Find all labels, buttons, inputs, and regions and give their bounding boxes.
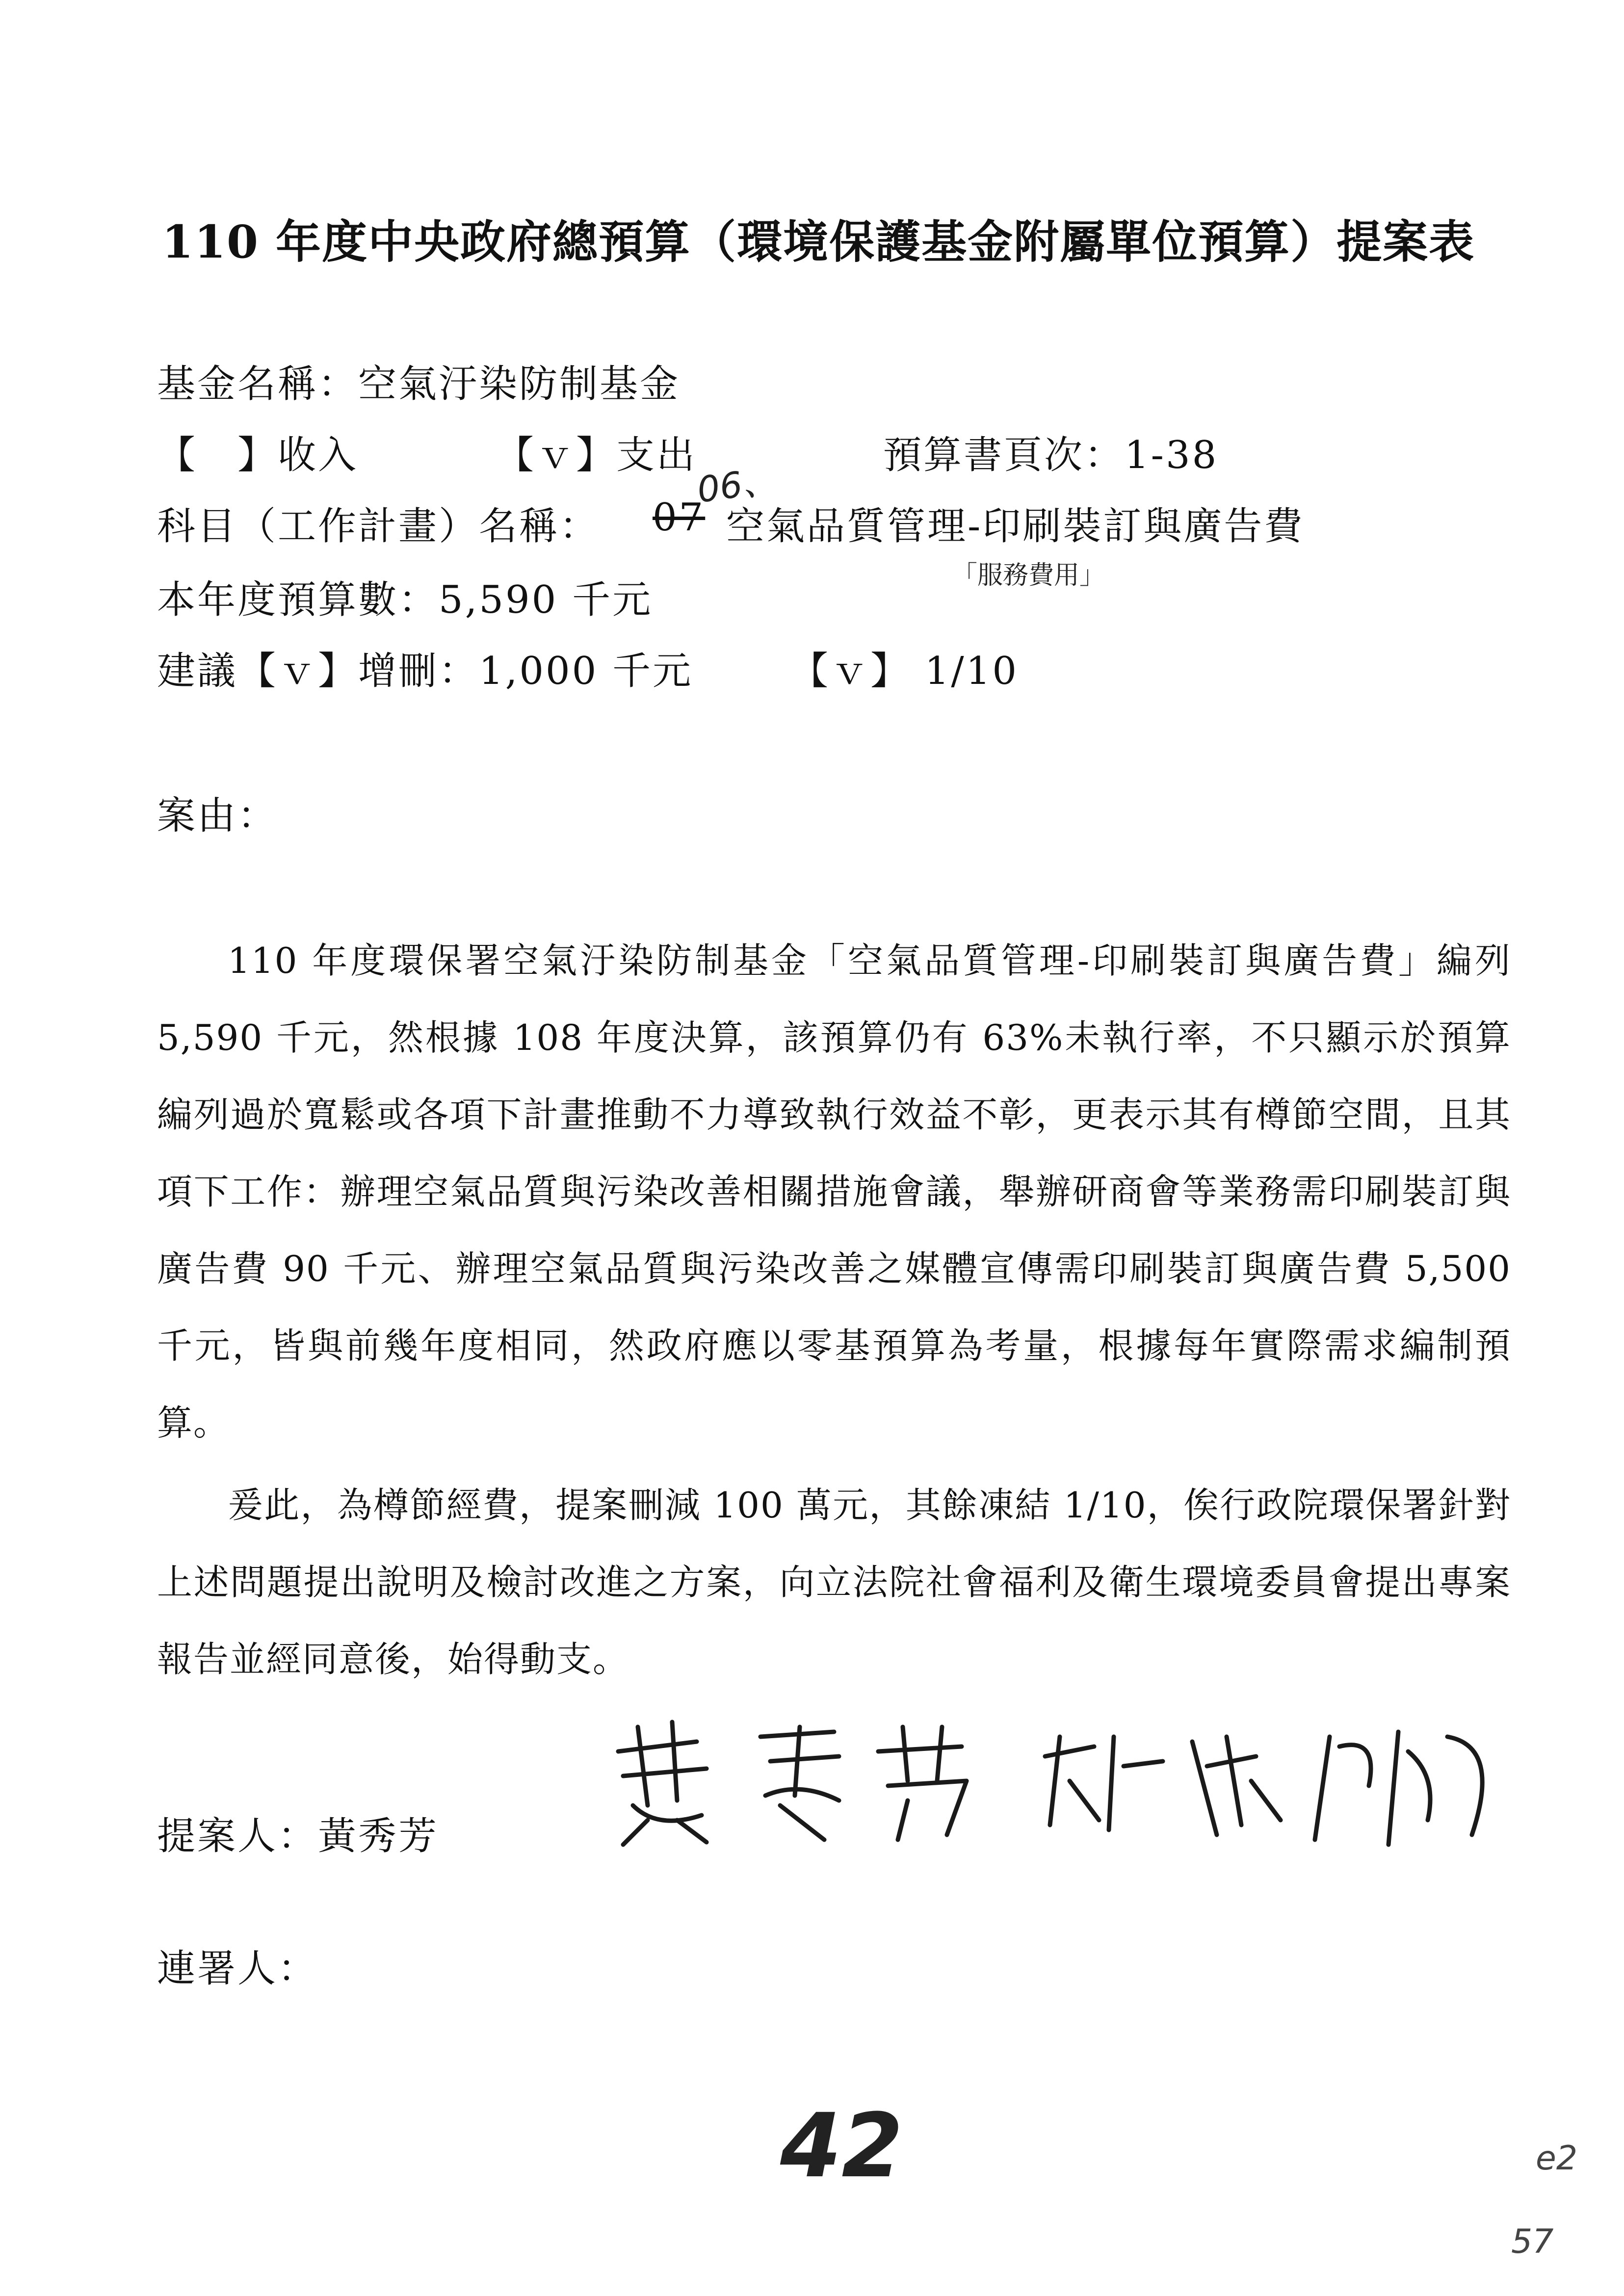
expense-checkbox-label: 【ｖ】支出 bbox=[496, 433, 697, 477]
fund-name: 基金名稱：空氣汙染防制基金 bbox=[157, 362, 681, 406]
page-title: 110 年度中央政府總預算（環境保護基金附屬單位預算）提案表 bbox=[162, 215, 1475, 268]
handwritten-note: 「服務費用」 bbox=[952, 561, 1105, 590]
proposal-freeze: 【ｖ】 1/10 bbox=[790, 649, 1019, 693]
subject-label: 科目（工作計畫）名稱： bbox=[157, 504, 600, 548]
income-checkbox-label: 【 】收入 bbox=[157, 433, 359, 477]
corner-mark-top: e2 bbox=[1536, 2139, 1578, 2178]
handwritten-page-number: 42 bbox=[780, 2095, 903, 2197]
reason-paragraph-1: 110 年度環保署空氣汙染防制基金「空氣品質管理-印刷裝訂與廣告費」編列 5,590 千元，然根據 108 年度決算，該預算仍有 63%未執行率，不只顯示於預算編列過於寬鬆或各項下計畫推動不力導致執行效益不彰，更表示其有樽節空間，且其項下工作：辦理空氣品質與污染改善相關措施會議，舉辦研商會等業務需印刷裝訂與廣告費 90 千元、辦理空氣品質與污染改善之媒體宣傳需印刷裝訂與廣告費 5,500 千元，皆與前幾年度相同，然政府應以零基預算為考量，根據每年實際需求編制預算。 bbox=[157, 940, 1511, 1443]
reason-paragraph-2: 爰此，為樽節經費，提案刪減 100 萬元，其餘凍結 1/10，俟行政院環保署針對上述問題提出說明及檢討改進之方案，向立法院社會福利及衛生環境委員會提出專案報告並經同意後，始得動支。 bbox=[157, 1485, 1511, 1680]
handwritten-signatures bbox=[603, 1707, 1536, 1854]
annual-budget: 本年度預算數：5,590 千元 bbox=[157, 578, 653, 622]
subject-number: 07 bbox=[653, 496, 706, 540]
subject-name: 空氣品質管理-印刷裝訂與廣告費 bbox=[726, 504, 1305, 548]
reason-label: 案由： bbox=[157, 794, 278, 838]
proposer: 提案人：黃秀芳 bbox=[157, 1814, 439, 1858]
handwritten-correction: 06、 bbox=[694, 458, 780, 511]
proposal-amount: 建議【ｖ】增刪：1,000 千元 bbox=[157, 649, 693, 693]
corner-mark-bottom: 57 bbox=[1511, 2222, 1554, 2261]
cosigner-label: 連署人： bbox=[157, 1947, 318, 1991]
budget-page-reference: 預算書頁次：1-38 bbox=[883, 433, 1219, 477]
